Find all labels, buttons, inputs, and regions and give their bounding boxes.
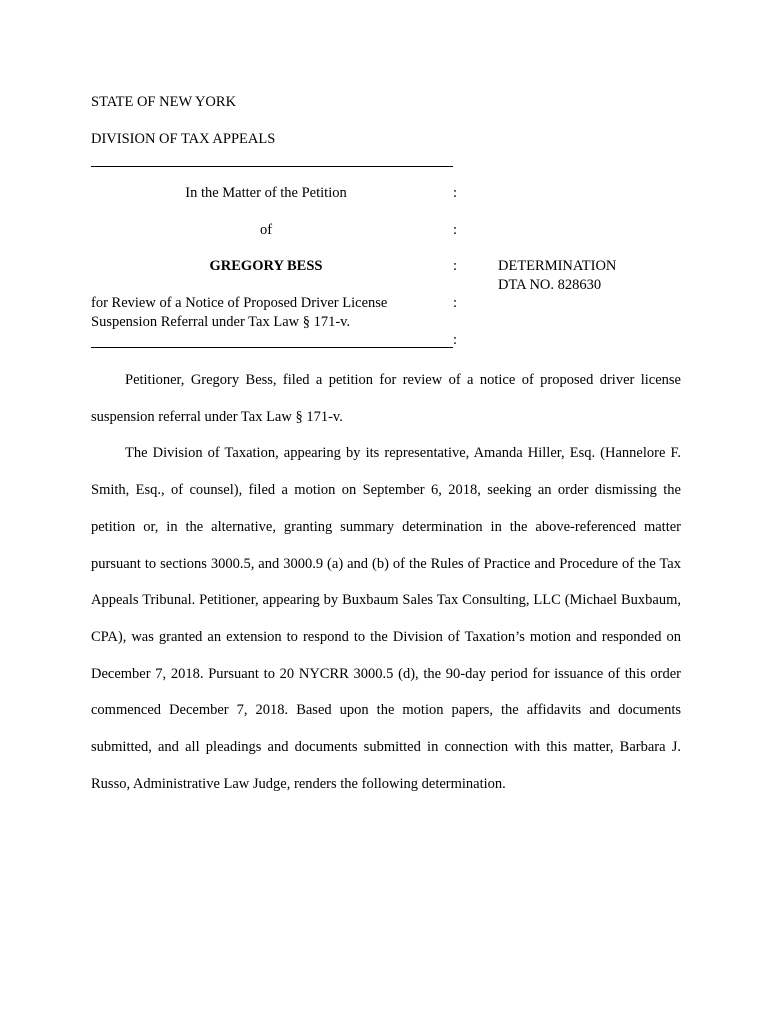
body-paragraph-1: Petitioner, Gregory Bess, filed a petition for review of a notice of proposed driver license suspension referral under Tax Law § 171-v. [91,372,681,425]
caption-colon-5: : [453,332,458,348]
petitioner-name: GREGORY BESS [209,258,323,274]
determination-label: DETERMINATION [498,258,617,274]
division-heading: DIVISION OF TAX APPEALS [91,131,276,147]
review-line-1: for Review of a Notice of Proposed Driver License [91,295,388,311]
caption-bottom-rule [91,347,453,348]
determination-body [91,362,681,802]
review-line-2: Suspension Referral under Tax Law § 171-v. [91,314,351,330]
of-line: of [259,222,273,238]
caption-colon-2: : [453,222,458,238]
caption-colon-4: : [453,295,458,311]
dta-number: DTA NO. 828630 [498,277,602,293]
state-heading: STATE OF NEW YORK [91,94,237,110]
caption-colon-1: : [453,185,458,201]
body-paragraph-2: The Division of Taxation, appearing by its representative, Amanda Hiller, Esq. (Hannelore F. Smith, Esq., of counsel), filed a motion on September 6, 2018, seeking an order dismissing the petition or, in the alternative, granting summary determination in the above-referenced matter pursuant to sections 3000.5, and 3000.9 (a) and (b) of the Rules of Practice and Procedure of the Tax Appeals Tribunal. Petitioner, appearing by Buxbaum Sales Tax Consulting, LLC (Michael Buxbaum, CPA), was granted an extension to respond to the Division of Taxation’s motion and responded on December 7, 2018. Pursuant to 20 NYCRR 3000.5 (d), the 90-day period for issuance of this order commenced December 7, 2018. Based upon the motion papers, the affidavits and documents submitted, and all pleadings and documents submitted in connection with this matter, Barbara J. Russo, Administrative Law Judge, renders the following determination. [91,445,681,792]
caption-colon-3: : [453,258,458,274]
matter-line: In the Matter of the Petition [185,185,347,201]
caption-top-rule [91,166,453,167]
